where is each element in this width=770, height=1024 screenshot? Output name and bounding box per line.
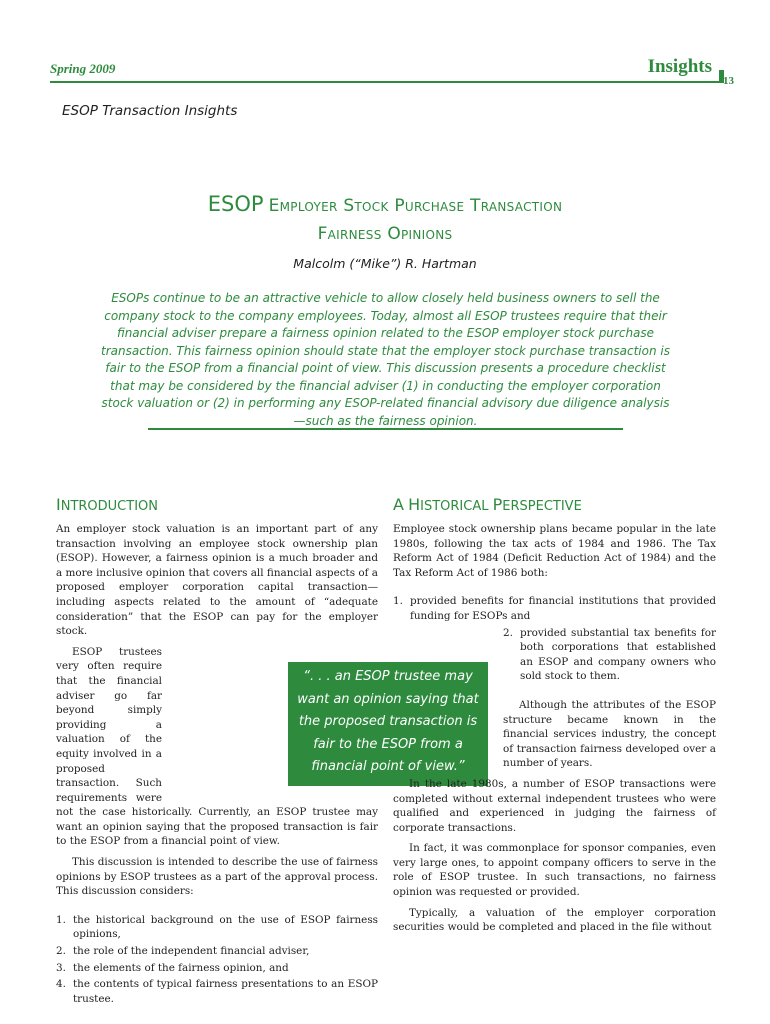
history-paragraph-1: Employee stock ownership plans became popular in the late 1980s, following the tax acts of 1984 and 1986. The Tax Reform Act of 1984 (Deficit Reduction Act of 1984) and the Tax Reform Act of 1986 both: [393,523,716,579]
author-byline: Malcolm (“Mike”) R. Hartman [293,256,477,271]
abstract-rule [148,428,623,430]
pull-quote: “. . . an ESOP trustee may want an opinion saying that the proposed transaction is fair to the ESOP from a financial point of view.” [288,662,488,786]
section-label: ESOP Transaction Insights [62,103,238,119]
history-heading: A HISTORICAL PERSPECTIVE [393,495,582,514]
introduction-heading: INTRODUCTION [56,495,158,514]
intro-list [56,913,378,1007]
list-item: 1. the historical background on the use of ESOP fairness opinions, [56,913,378,941]
publication-title: Insights [647,56,712,77]
history-paragraph-4: In fact, it was commonplace for sponsor companies, even very large ones, to appoint company officers to serve in the role of ESOP trustee. In such transactions, no fairness opinion was requested or provided. [393,842,716,899]
page-number: 13 [723,75,734,87]
list-item: 2. the role of the independent financial adviser, [56,945,310,958]
header-rule [50,81,724,83]
intro-paragraph-1: An employer stock valuation is an important part of any transaction involving an employee stock ownership plan (ESOP). However, a fairness opinion is a much broader and a more inclusive opinion that covers all financial aspects of a proposed employer corporation capital transaction—including aspects related to the amount of “adequate consideration” that the ESOP can pay for the employer stock. [56,523,378,638]
history-paragraph-5: Typically, a valuation of the employer corporation securities would be completed and placed in the file without [393,906,716,934]
title-line-1 [80,190,690,220]
list-item: 3. the elements of the fairness opinion, and [56,961,289,974]
history-paragraph-3: In the late 1980s, a number of ESOP transactions were completed without external independent trustees who were qualified and experienced in judging the fairness of corporate transactions. [393,777,716,834]
title-line1-rest: Employer Stock Purchase Transaction [268,196,563,216]
title-line-2: Fairness Opinions [317,224,453,244]
issue-date: Spring 2009 [50,61,116,76]
abstract: ESOPs continue to be an attractive vehicle to allow closely held business owners to sell the company stock to the company employees. Today, almost all ESOP trustees require that their financial adviser prepare a fairness opinion related to the ESOP employer stock purchase transaction. This fairness opinion should state that the employer stock purchase transaction is fair to the ESOP from a financial point of view. This discussion presents a procedure checklist that may be considered by the financial adviser (1) in conducting the employer corporation stock valuation or (2) in performing any ESOP-related financial advisory due diligence analysis—such as the fairness opinion. [101,291,670,428]
article-title [80,190,690,248]
list-item: 2. provided substantial tax benefits for both corporations that established an ESOP and company owners who sold stock to them. [503,626,716,683]
title-esop: ESOP [207,192,264,216]
history-paragraph-2: Although the attributes of the ESOP structure became known in the financial services industry, the concept of transaction fairness developed over a number of years. [503,698,716,770]
list-item: 4. the contents of typical fairness presentations to an ESOP trustee. [56,978,378,1005]
intro-paragraph-2: ESOP trustees very often require that the financial adviser go far beyond simply providing a valuation of the equity involved in a proposed transaction. Such requirements were not the case historically. Currently, an ESOP trustee may want an opinion saying that the proposed transaction is fair to the ESOP from a financial point of view. [56,645,378,848]
history-column [393,496,716,941]
list-item: 1. provided benefits for financial institutions that provided funding for ESOPs and [393,595,716,622]
history-list [393,594,716,684]
intro-paragraph-3: This discussion is intended to describe the use of fairness opinions by ESOP trustees as a part of the approval process. This discussion considers: [56,856,378,898]
